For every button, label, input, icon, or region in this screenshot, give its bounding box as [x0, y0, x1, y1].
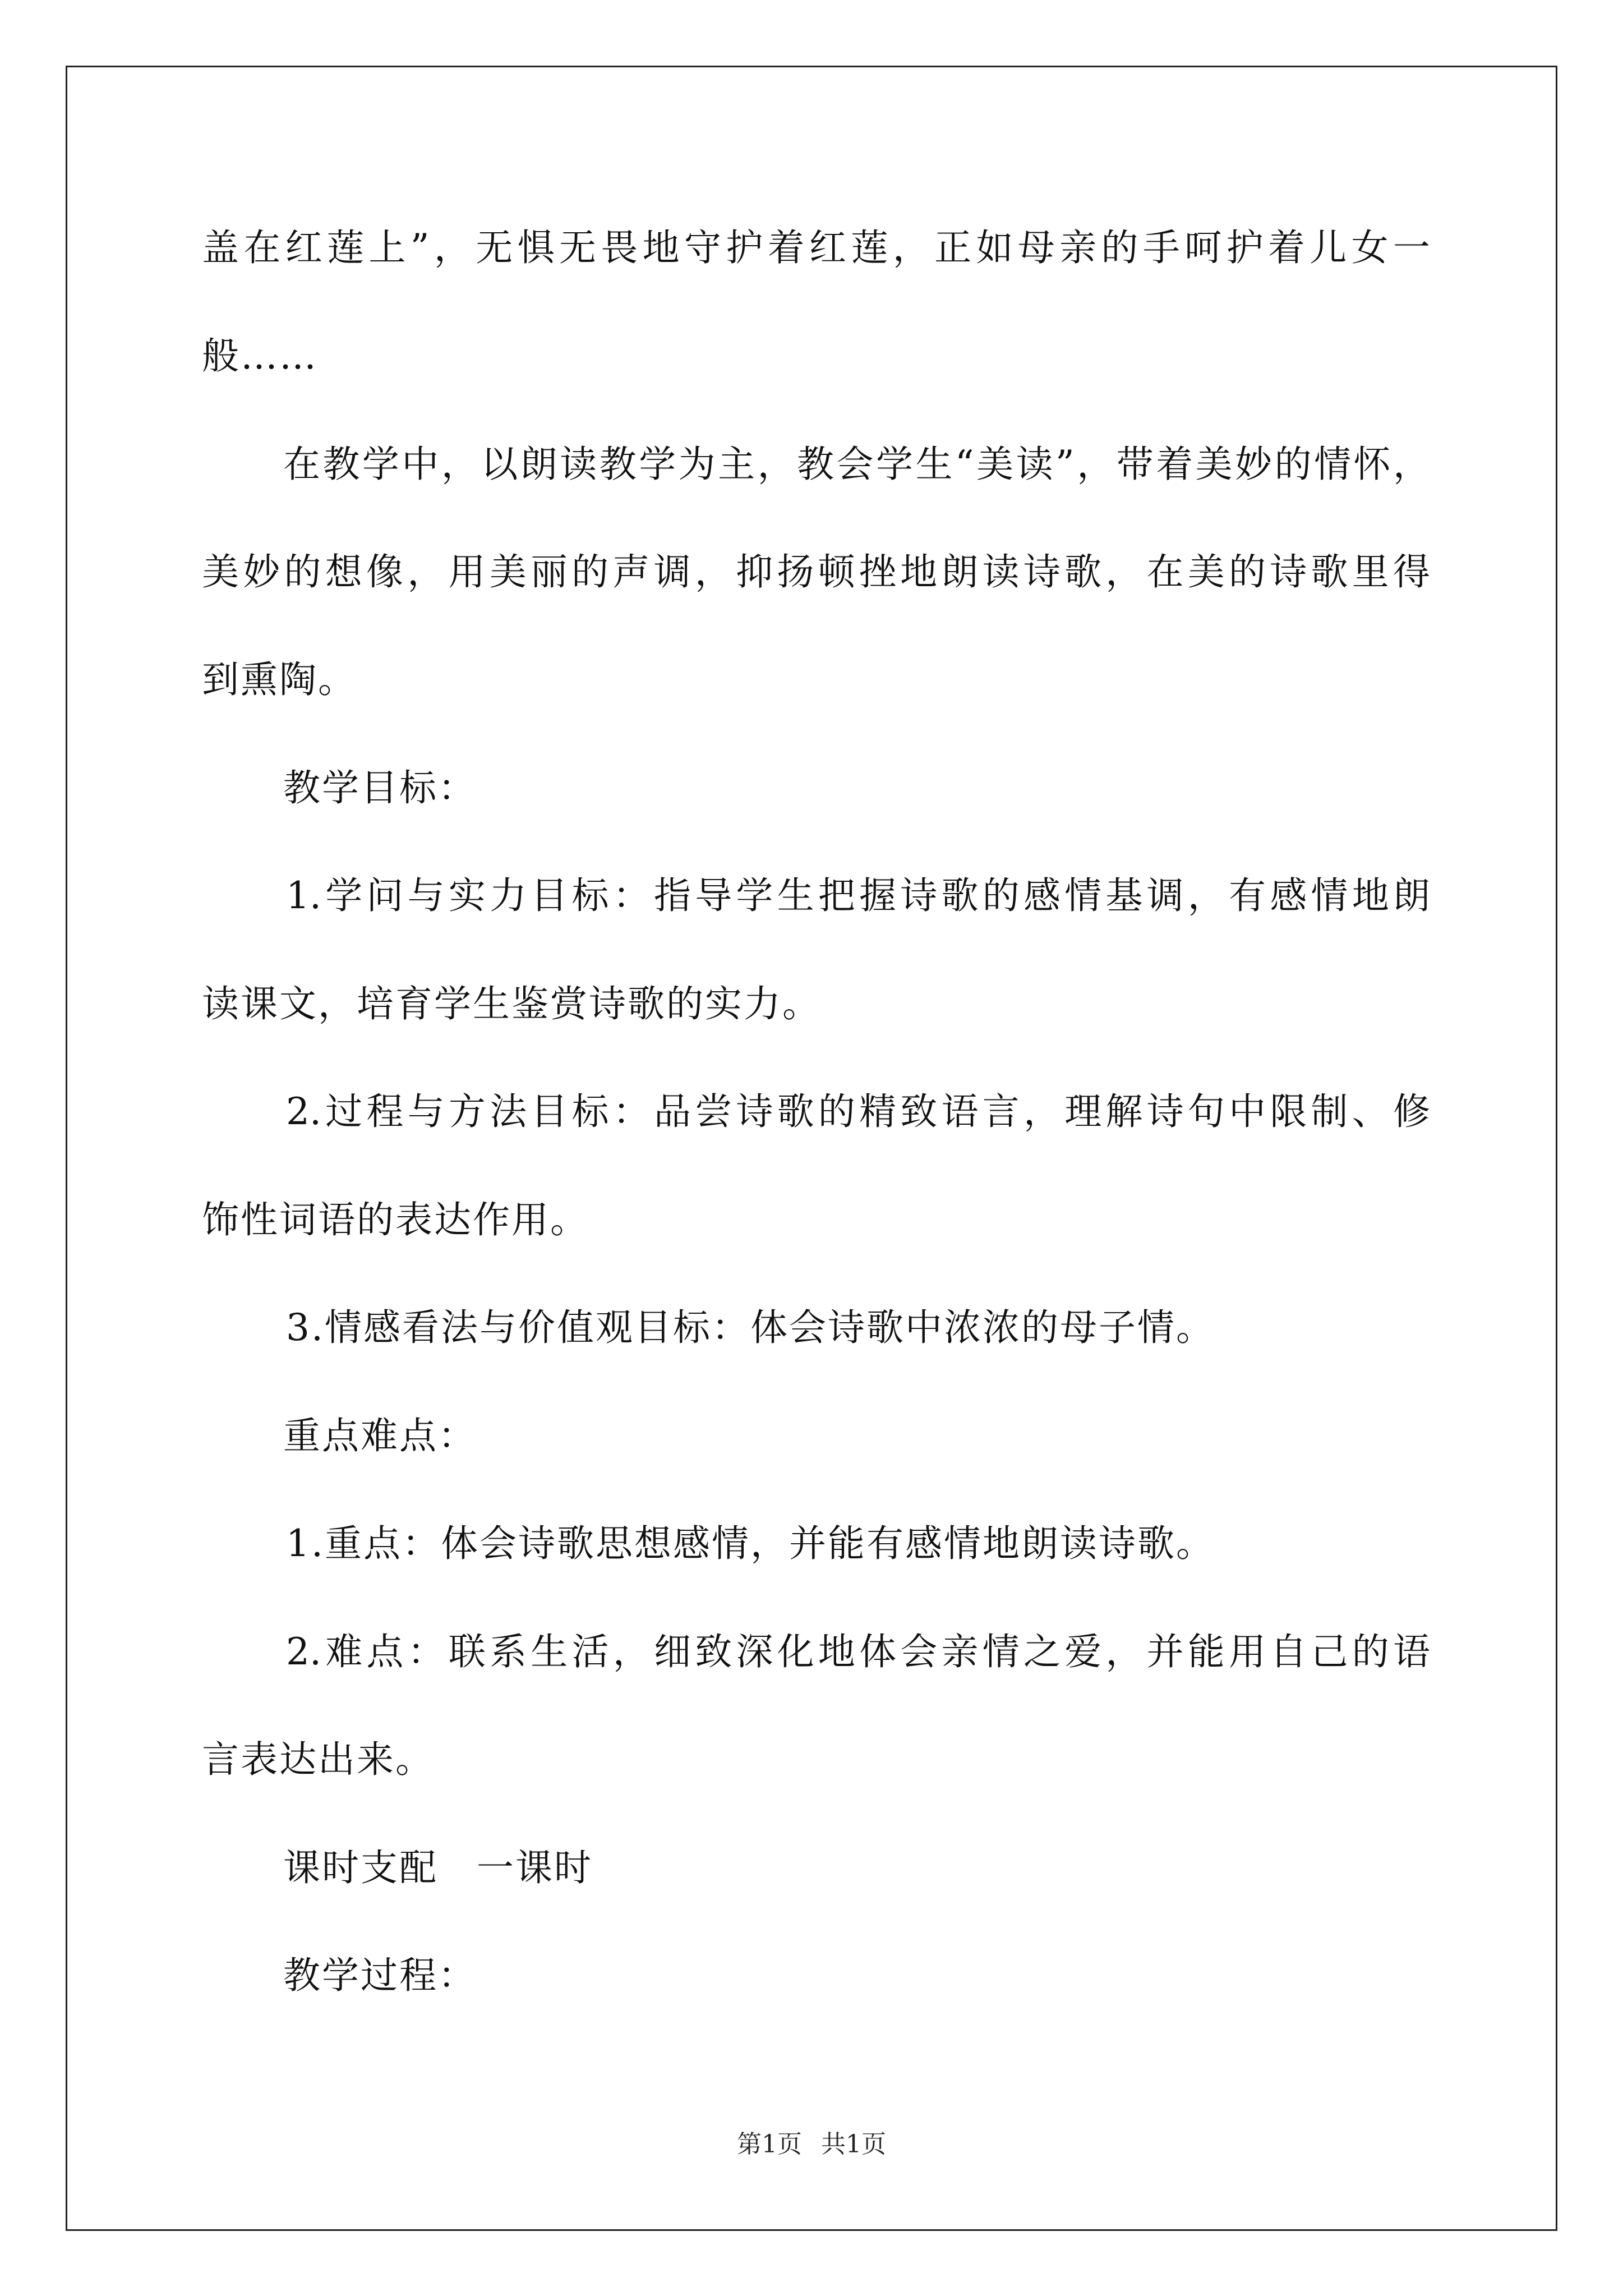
text-line: 1.学问与实力目标：指导学生把握诗歌的感情基调，有感情地朗: [286, 874, 1430, 917]
text-line: 美妙的想像，用美丽的声调，抑扬顿挫地朗读诗歌，在美的诗歌里得: [202, 550, 1430, 593]
text-line: 课时支配 一课时: [283, 1846, 593, 1889]
text-line: 盖在红莲上”，无惧无畏地守护着红莲，正如母亲的手呵护着儿女一: [202, 226, 1430, 269]
text-line: 1.重点：体会诗歌思想感情，并能有感情地朗读诗歌。: [286, 1522, 1215, 1565]
text-line: 读课文，培育学生鉴赏诗歌的实力。: [202, 982, 821, 1025]
text-line: 2.难点：联系生活，细致深化地体会亲情之爱，并能用自己的语: [286, 1630, 1430, 1673]
text-line: 在教学中，以朗读教学为主，教会学生“美读”，带着美妙的情怀，: [283, 443, 1430, 486]
section-heading: 教学目标：: [283, 766, 477, 809]
text-line: 般……: [202, 334, 318, 378]
section-heading: 教学过程：: [283, 1954, 477, 1997]
page-number: 第1页: [737, 2130, 802, 2159]
text-line: 饰性词语的表达作用。: [202, 1198, 589, 1241]
section-heading: 重点难点：: [283, 1414, 477, 1457]
text-line: 到熏陶。: [202, 658, 357, 701]
page-footer: [0, 2129, 1623, 2160]
text-line: 3.情感看法与价值观目标：体会诗歌中浓浓的母子情。: [286, 1306, 1215, 1349]
page-total: 共1页: [821, 2130, 886, 2159]
page-border: [66, 66, 1557, 2231]
text-line: 言表达出来。: [202, 1738, 434, 1781]
text-line: 2.过程与方法目标：品尝诗歌的精致语言，理解诗句中限制、修: [286, 1090, 1430, 1133]
